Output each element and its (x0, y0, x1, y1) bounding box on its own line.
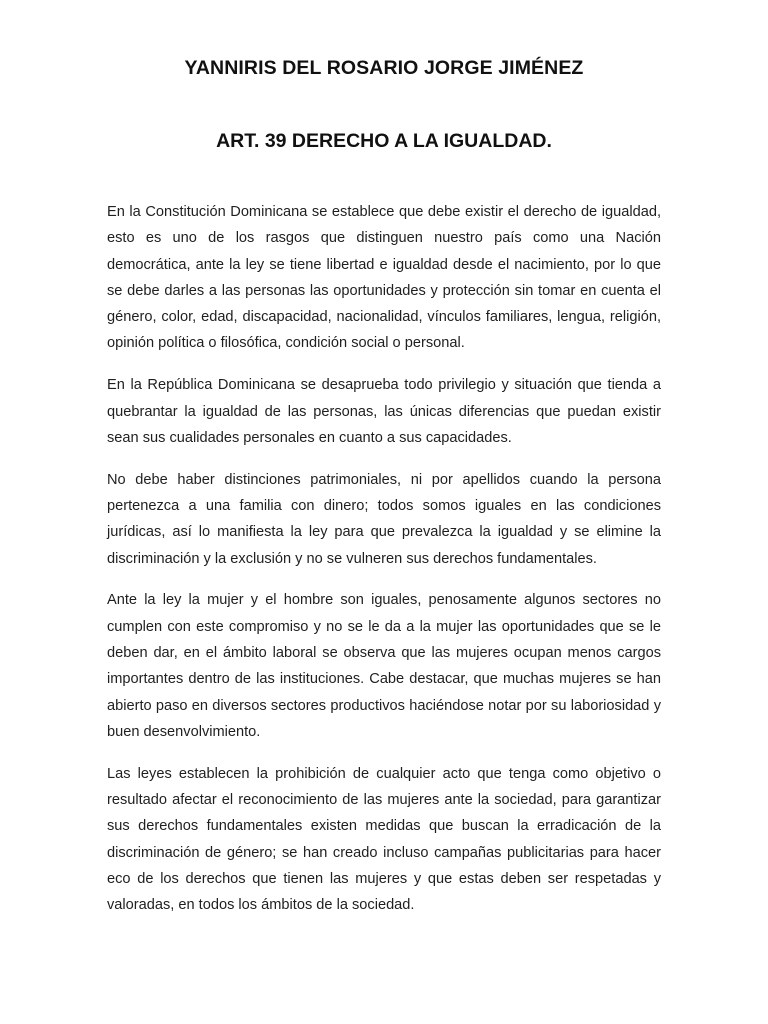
paragraph-3: No debe haber distinciones patrimoniales, ni por apellidos cuando la persona pertenezca a una familia con dinero; todos somos iguales en las condiciones jurídicas, así lo manifiesta la ley para que prevalezca la igualdad y se elimine la discriminación y la exclusión y no se vulneren sus derechos fundamentales. (107, 471, 661, 567)
paragraph-1: En la Constitución Dominicana se establece que debe existir el derecho de igualdad, esto es uno de los rasgos que distinguen nuestro país como una Nación democrática, ante la ley se tiene libertad e igualdad desde el nacimiento, por lo que se debe darles a las personas las oportunidades y protección sin tomar en cuenta el género, color, edad, discapacidad, nacionalidad, vínculos familiares, lengua, religión, opinión política o filosófica, condición social o personal. (107, 204, 661, 352)
paragraph-2: En la República Dominicana se desaprueba todo privilegio y situación que tienda a quebrantar la igualdad de las personas, las únicas diferencias que puedan existir sean sus cualidades personales en cuanto a sus capacidades. (107, 377, 661, 446)
document-title: ART. 39 DERECHO A LA IGUALDAD. (216, 130, 552, 152)
paragraph-4: Ante la ley la mujer y el hombre son iguales, penosamente algunos sectores no cumplen con este compromiso y no se le da a la mujer las oportunidades que se le deben dar, en el ámbito laboral se observa que las mujeres ocupan menos cargos importantes dentro de las instituciones. Cabe destacar, que muchas mujeres se han abierto paso en diversos sectores productivos haciéndose notar por su laboriosidad y buen desenvolvimiento. (107, 592, 661, 740)
author-name: YANNIRIS DEL ROSARIO JORGE JIMÉNEZ (184, 57, 584, 79)
paragraph-5: Las leyes establecen la prohibición de cualquier acto que tenga como objetivo o resultado afectar el reconocimiento de las mujeres ante la sociedad, para garantizar sus derechos fundamentales existen medidas que buscan la erradicación de la discriminación de género; se han creado incluso campañas publicitarias para hacer eco de los derechos que tienen las mujeres y que estas deben ser respetadas y valoradas, en todos los ámbitos de la sociedad. (107, 765, 661, 914)
document-body (107, 199, 661, 934)
